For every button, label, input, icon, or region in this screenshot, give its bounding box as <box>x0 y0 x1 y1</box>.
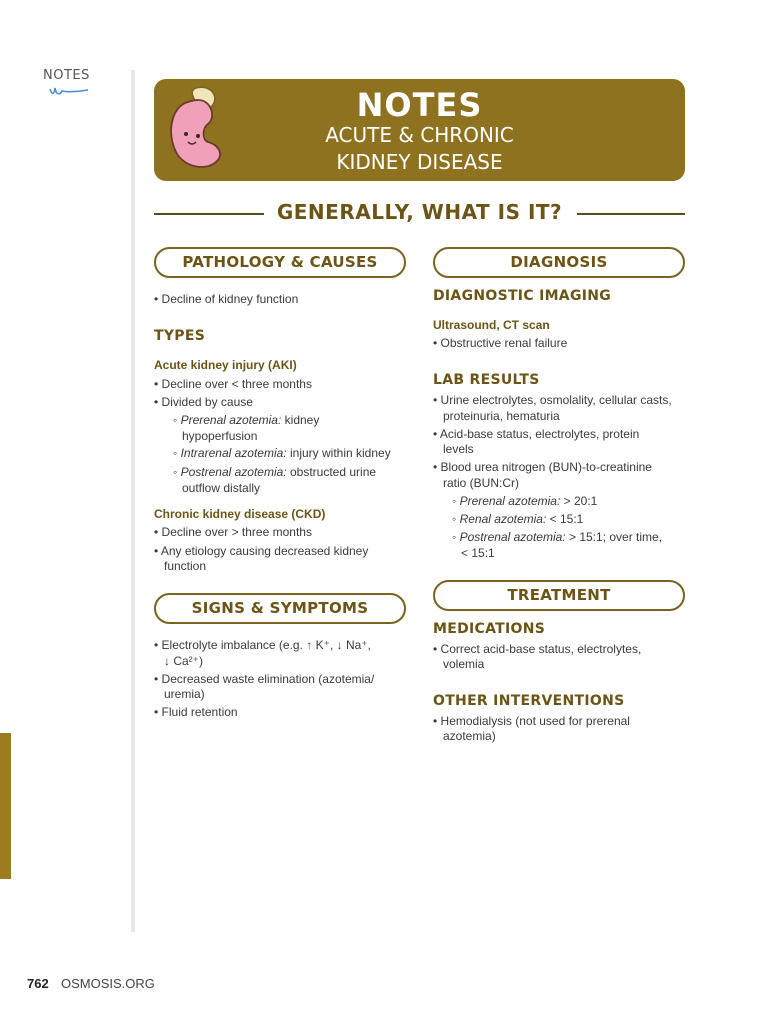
signs-header: SIGNS & SYMPTOMS <box>154 593 406 624</box>
list-item-cont: < 15:1 <box>461 546 495 560</box>
term-desc: > 15:1; over time, <box>565 530 663 544</box>
other-interventions-heading: OTHER INTERVENTIONS <box>433 693 625 709</box>
term-desc: kidney <box>281 413 320 427</box>
list-item-cont: uremia) <box>164 687 205 701</box>
term-desc: injury within kidney <box>286 446 391 460</box>
list-item <box>173 412 319 428</box>
term: ◦ Postrenal azotemia: <box>452 530 566 544</box>
banner-title: NOTES <box>356 86 483 124</box>
section-heading-text: GENERALLY, WHAT IS IT? <box>265 200 574 224</box>
list-item-cont: ↓ Ca²⁺) <box>164 654 203 668</box>
list-item: • Electrolyte imbalance (e.g. ↑ K⁺, ↓ Na⁺, <box>154 638 371 652</box>
diagnosis-header: DIAGNOSIS <box>433 247 685 278</box>
list-item: • Divided by cause <box>154 395 253 409</box>
ckd-heading: Chronic kidney disease (CKD) <box>154 507 326 521</box>
list-item-cont: function <box>164 559 207 573</box>
treatment-header: TREATMENT <box>433 580 685 611</box>
types-heading: TYPES <box>154 328 206 344</box>
list-item-cont: levels <box>443 442 474 456</box>
aki-heading: Acute kidney injury (AKI) <box>154 358 297 372</box>
list-item: • Urine electrolytes, osmolality, cellular casts, <box>433 393 672 407</box>
term-desc: < 15:1 <box>546 512 584 526</box>
term-desc: > 20:1 <box>560 494 598 508</box>
list-item: • Any etiology causing decreased kidney <box>154 544 369 558</box>
chapter-tab <box>0 733 11 879</box>
lab-heading: LAB RESULTS <box>433 372 540 388</box>
list-item: • Decreased waste elimination (azotemia/ <box>154 672 375 686</box>
list-item-cont: azotemia) <box>443 729 496 743</box>
term: ◦ Postrenal azotemia: <box>173 465 287 479</box>
term: ◦ Intrarenal azotemia: <box>173 446 287 460</box>
imaging-heading: DIAGNOSTIC IMAGING <box>433 288 612 304</box>
list-item <box>173 445 391 461</box>
term-desc: obstructed urine <box>286 465 377 479</box>
list-item: • Correct acid-base status, electrolytes, <box>433 642 642 656</box>
term: ◦ Prerenal azotemia: <box>173 413 282 427</box>
banner-subtitle-line2: KIDNEY DISEASE <box>336 150 503 174</box>
list-item: • Acid-base status, electrolytes, protein <box>433 427 640 441</box>
list-item-cont: outflow distally <box>182 481 261 495</box>
list-item <box>452 493 597 509</box>
list-item-cont: hypoperfusion <box>182 429 258 443</box>
section-heading <box>154 200 685 224</box>
squiggle-icon <box>48 85 90 97</box>
page-number: 762 <box>27 976 49 991</box>
list-item <box>452 529 662 545</box>
list-item-cont: volemia <box>443 657 485 671</box>
margin-divider <box>131 70 135 932</box>
list-item <box>173 464 376 480</box>
banner-subtitle-line1: ACUTE & CHRONIC <box>325 123 514 147</box>
term: ◦ Renal azotemia: <box>452 512 547 526</box>
list-item: • Obstructive renal failure <box>433 336 568 350</box>
imaging-subheading: Ultrasound, CT scan <box>433 318 550 332</box>
pathology-header: PATHOLOGY & CAUSES <box>154 247 406 278</box>
list-item: • Blood urea nitrogen (BUN)-to-creatinine <box>433 460 652 474</box>
footer-site-link[interactable]: OSMOSIS.ORG <box>61 976 155 991</box>
term: ◦ Prerenal azotemia: <box>452 494 561 508</box>
list-item <box>452 511 583 527</box>
list-item: • Decline of kidney function <box>154 292 299 306</box>
medications-heading: MEDICATIONS <box>433 621 546 637</box>
list-item: • Fluid retention <box>154 705 238 719</box>
list-item: • Decline over < three months <box>154 377 312 391</box>
list-item-cont: ratio (BUN:Cr) <box>443 476 520 490</box>
list-item-cont: proteinuria, hematuria <box>443 409 560 423</box>
sidebar-notes-label: NOTES <box>43 68 90 83</box>
list-item: • Hemodialysis (not used for prerenal <box>433 714 630 728</box>
list-item: • Decline over > three months <box>154 525 312 539</box>
